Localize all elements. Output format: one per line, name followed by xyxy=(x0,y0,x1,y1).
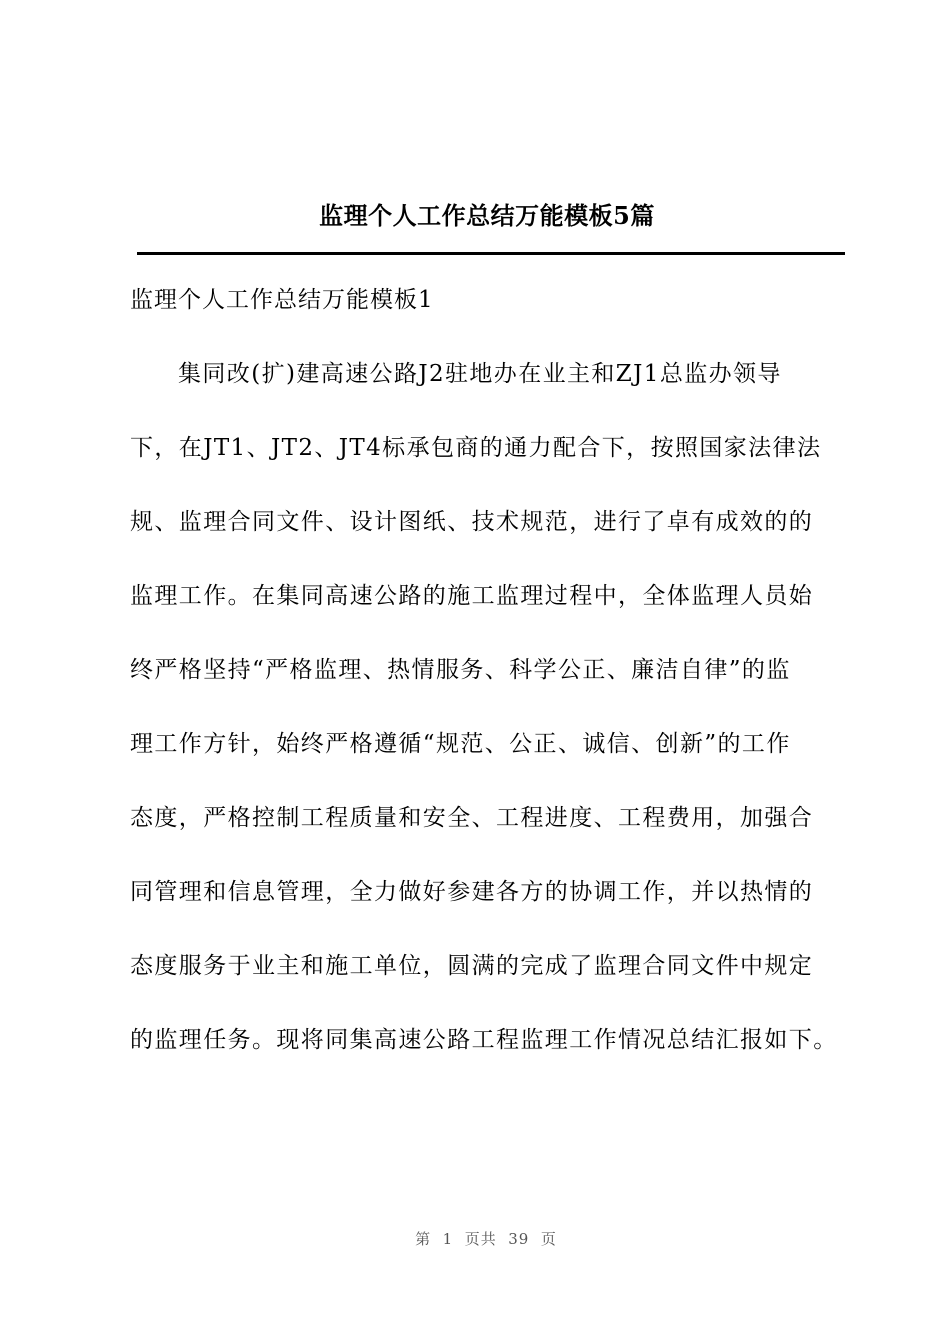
title-underline-rule xyxy=(137,252,845,255)
paragraph-line: 的监理任务。现将同集高速公路工程监理工作情况总结汇报如下。 xyxy=(130,1027,838,1053)
paragraph-line: 规、监理合同文件、设计图纸、技术规范，进行了卓有成效的的 xyxy=(130,509,814,535)
paragraph-line: 态度服务于业主和施工单位，圆满的完成了监理合同文件中规定 xyxy=(130,953,814,979)
paragraph-line: 下，在JT1、JT2、JT4标承包商的通力配合下，按照国家法律法 xyxy=(130,435,822,461)
page-footer: 第 1 页共 39 页 xyxy=(415,1230,557,1248)
paragraph-line: 监理工作。在集同高速公路的施工监理过程中，全体监理人员始 xyxy=(130,583,814,609)
paragraph-line: 集同改(扩)建高速公路J2驻地办在业主和ZJ1总监办领导 xyxy=(178,361,782,387)
paragraph-line: 理工作方针，始终严格遵循“规范、公正、诚信、创新”的工作 xyxy=(130,731,791,757)
document-title: 监理个人工作总结万能模板5篇 xyxy=(319,201,655,230)
paragraph-line: 终严格坚持“严格监理、热情服务、科学公正、廉洁自律”的监 xyxy=(130,657,791,683)
paragraph-line: 态度，严格控制工程质量和安全、工程进度、工程费用，加强合 xyxy=(130,805,814,831)
paragraph-line: 同管理和信息管理，全力做好参建各方的协调工作，并以热情的 xyxy=(130,879,814,905)
section-heading: 监理个人工作总结万能模板1 xyxy=(130,287,434,313)
